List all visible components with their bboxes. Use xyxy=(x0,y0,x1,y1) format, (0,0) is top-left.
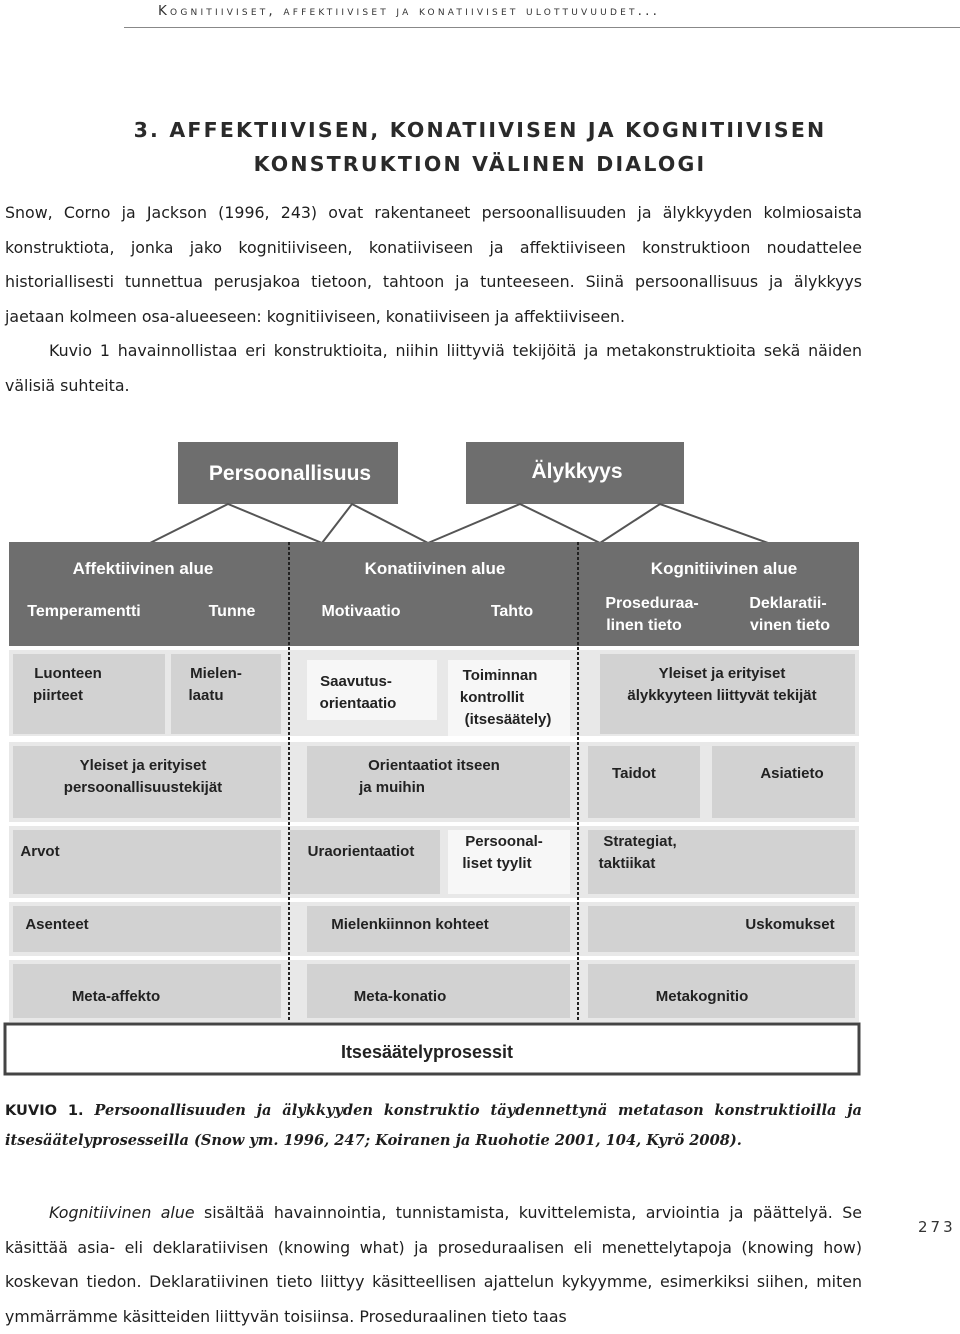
bottom-text xyxy=(5,1196,862,1334)
construct-figure xyxy=(0,438,960,1088)
domain-affective-sub2: Tunne xyxy=(208,603,256,620)
row2-a-l2: persoonallisuustekijät xyxy=(63,779,223,796)
domain-conative-sub1: Motivaatio xyxy=(321,603,401,620)
domain-affective-sub1: Temperamentti xyxy=(27,603,141,620)
row3-d-l1: Strategiat, xyxy=(603,833,677,850)
bottom-paragraph: sisältää havainnointia, tunnistamista, kuvittelemista, arviointia ja päättelyä. Se käsittää asia- eli deklaratiivisen (knowing what) ja proseduraalisen eli menettelytapoja (knowing how) koskevan tiedon. Deklaratiivinen tieto liittyy käsitteellisen ajattelun kykyymme, esimerkiksi siihen, miten ymmärrämme käsitteiden liittyvän toisiinsa. Proseduraalinen tieto taas xyxy=(5,1203,862,1326)
header-rule xyxy=(124,27,960,28)
domain-cognitive-title: Kognitiivinen alue xyxy=(650,559,798,578)
row2-box-d xyxy=(712,746,855,818)
intro-paragraph-1: Snow, Corno ja Jackson (1996, 243) ovat rakentaneet persoonallisuuden ja älykkyyden kolmiosaista konstruktiota, jonka jako kognitiiviseen, konatiiviseen ja affektiiviseen konstruktioon noudattelee historiallisesti tunnettua perusjakoa tietoon, tahtoon ja tunteeseen. Siinä persoonallisuus ja älykkyys jaetaan kolmeen osa-alueeseen: kognitiiviseen, konatiiviseen ja affektiiviseen. xyxy=(5,203,862,326)
caption-label: KUVIO 1. xyxy=(5,1102,84,1119)
row3-box-b xyxy=(290,830,440,894)
running-header: Kognitiiviset, affektiiviset ja konatiiviset ulottuvuudet... xyxy=(158,3,661,19)
row5-b: Meta-konatio xyxy=(353,988,447,1005)
row1-e-l2: älykkyyteen liittyvät tekijät xyxy=(627,687,817,704)
domain-band xyxy=(9,542,859,646)
domain-cognitive-sub2-l2: vinen tieto xyxy=(749,617,831,634)
row1-b-l2: laatu xyxy=(188,687,224,704)
domain-affective-title: Affektiivinen alue xyxy=(72,559,214,578)
row2-d: Asiatieto xyxy=(760,765,824,782)
term-cognitive-domain: Kognitiivinen alue xyxy=(49,1203,195,1222)
domain-cognitive-sub2-l1: Deklaratii- xyxy=(749,595,827,612)
domain-conative-title: Konatiivinen alue xyxy=(364,559,506,578)
caption-text: Persoonallisuuden ja älykkyyden konstruktio täydennettynä metatason konstruktioilla ja itsesäätelyprosesseilla (Snow ym. 1996, 247; Koiranen ja Ruohotie 2001, 104, Kyrö 2008). xyxy=(5,1102,862,1149)
row2-c: Taidot xyxy=(612,765,656,782)
row4-b: Mielenkiinnon kohteet xyxy=(331,916,489,933)
domain-cognitive-sub1-l2: linen tieto xyxy=(606,617,682,634)
row4-a: Asenteet xyxy=(25,916,89,933)
row5-a: Meta-affekto xyxy=(71,988,161,1005)
page-number: 273 xyxy=(918,1218,956,1236)
row4-c: Uskomukset xyxy=(745,916,835,933)
intro-text xyxy=(5,196,862,404)
connector-personality xyxy=(150,504,428,543)
row3-d-l2: taktiikat xyxy=(598,855,656,872)
row5-c: Metakognitio xyxy=(655,988,749,1005)
row1-d-l2: kontrollit xyxy=(459,689,525,706)
row1-c-l2: orientaatio xyxy=(319,695,397,712)
row2-a-l1: Yleiset ja erityiset xyxy=(79,757,207,774)
domain-conative-sub2: Tahto xyxy=(490,603,534,620)
row3-box-a xyxy=(13,830,281,894)
row3-c-l1: Persoonal- xyxy=(465,833,543,850)
row2-box-c xyxy=(588,746,700,818)
top-box-personality-label: Persoonallisuus xyxy=(208,462,372,485)
top-box-intelligence-label: Älykkyys xyxy=(531,460,623,483)
row1-a-l2: piirteet xyxy=(32,687,84,704)
row1-a-l1: Luonteen xyxy=(34,665,102,682)
row1-e-l1: Yleiset ja erityiset xyxy=(658,665,786,682)
row1-d-l1: Toiminnan xyxy=(462,667,538,684)
row1-b-l1: Mielen- xyxy=(190,665,242,682)
row2-b-l2: ja muihin xyxy=(359,779,425,796)
figure-caption xyxy=(5,1096,862,1156)
section-title-line1: 3. AFFEKTIIVISEN, KONATIIVISEN JA KOGNITIIVISEN xyxy=(133,118,827,142)
intro-paragraph-2: Kuvio 1 havainnollistaa eri konstruktioita, niihin liittyviä tekijöitä ja metakonstruktioita sekä näiden välisiä suhteita. xyxy=(5,341,862,395)
row1-d-l3: (itsesäätely) xyxy=(464,711,552,728)
domain-cognitive-sub1-l1: Proseduraa- xyxy=(605,595,699,612)
section-title-line2: KONSTRUKTION VÄLINEN DIALOGI xyxy=(253,152,707,176)
row3-c-l2: liset tyylit xyxy=(462,855,532,872)
row1-c-l1: Saavutus- xyxy=(320,673,392,690)
connector-intelligence xyxy=(428,504,768,543)
self-regulation-label: Itsesäätelyprosessit xyxy=(340,1042,514,1062)
row3-a: Arvot xyxy=(20,843,60,860)
row2-b-l1: Orientaatiot itseen xyxy=(368,757,500,774)
row3-b: Uraorientaatiot xyxy=(307,843,415,860)
